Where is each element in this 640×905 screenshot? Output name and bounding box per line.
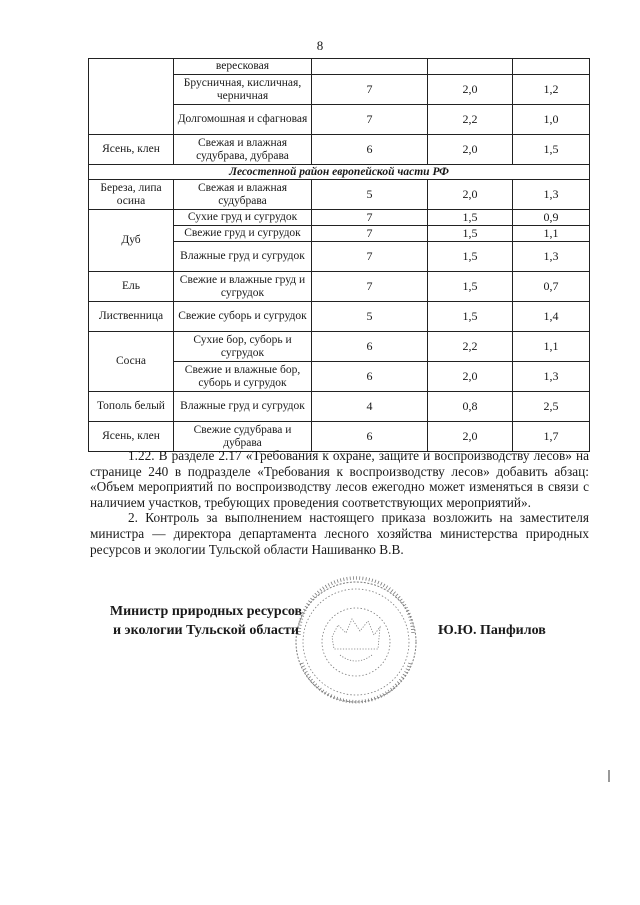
value-cell: 1,5 [428, 302, 513, 332]
value-cell: 6 [312, 135, 428, 165]
official-seal [290, 575, 422, 710]
forest-type-cell: Влажные груд и сугрудок [174, 242, 312, 272]
forest-type-cell: Влажные груд и сугрудок [174, 392, 312, 422]
forest-type-cell: Свежие и влажные груд и сугрудок [174, 272, 312, 302]
species-cell: Береза, липа осина [89, 180, 174, 210]
species-cell: Лиственница [89, 302, 174, 332]
table-row [89, 392, 590, 422]
value-cell: 6 [312, 422, 428, 452]
species-cell [89, 59, 174, 135]
value-cell [428, 59, 513, 75]
value-cell: 7 [312, 105, 428, 135]
forest-type-cell: Свежие суборь и сугрудок [174, 302, 312, 332]
forest-type-cell: Брусничная, кисличная, черничная [174, 75, 312, 105]
value-cell: 7 [312, 272, 428, 302]
value-cell: 0,7 [513, 272, 590, 302]
species-cell: Ель [89, 272, 174, 302]
signatory-name: Ю.Ю. Панфилов [438, 623, 546, 638]
table-row [89, 59, 590, 75]
value-cell: 2,2 [428, 332, 513, 362]
forest-type-cell: вересковая [174, 59, 312, 75]
value-cell: 2,0 [428, 180, 513, 210]
value-cell: 6 [312, 362, 428, 392]
value-cell: 1,3 [513, 180, 590, 210]
forest-type-cell: Долгомошная и сфагновая [174, 105, 312, 135]
order-text [90, 448, 589, 557]
value-cell: 1,5 [513, 135, 590, 165]
table-row [89, 165, 590, 180]
value-cell: 1,7 [513, 422, 590, 452]
value-cell: 7 [312, 242, 428, 272]
forest-type-cell: Свежие судубрава и дубрава [174, 422, 312, 452]
table-row [89, 135, 590, 165]
value-cell: 2,0 [428, 135, 513, 165]
value-cell: 2,5 [513, 392, 590, 422]
region-heading: Лесостепной район европейской части РФ [89, 165, 590, 180]
value-cell: 1,0 [513, 105, 590, 135]
value-cell: 5 [312, 302, 428, 332]
table-row [89, 180, 590, 210]
value-cell: 1,3 [513, 242, 590, 272]
forest-type-cell: Сухие бор, суборь и сугрудок [174, 332, 312, 362]
forest-type-cell: Свежая и влажная судубрава, дубрава [174, 135, 312, 165]
table-row [89, 422, 590, 452]
value-cell: 2,2 [428, 105, 513, 135]
paragraph-2: 2. Контроль за выполнением настоящего приказа возложить на заместителя министра — директора департамента лесного хозяйства министерства природных ресурсов и экологии Тульской области Нашиванко В.В. [90, 510, 589, 557]
signatory-title-line-2: и экологии Тульской области [112, 623, 300, 638]
forest-type-cell: Свежие груд и сугрудок [174, 226, 312, 242]
table-row [89, 210, 590, 226]
species-cell: Сосна [89, 332, 174, 392]
value-cell: 2,0 [428, 75, 513, 105]
value-cell: 7 [312, 210, 428, 226]
value-cell: 4 [312, 392, 428, 422]
value-cell: 1,4 [513, 302, 590, 332]
value-cell: 7 [312, 75, 428, 105]
forest-type-cell: Сухие груд и сугрудок [174, 210, 312, 226]
value-cell: 0,9 [513, 210, 590, 226]
value-cell: 7 [312, 226, 428, 242]
species-cell: Дуб [89, 210, 174, 272]
species-cell: Ясень, клен [89, 135, 174, 165]
forest-table [88, 58, 590, 452]
scan-edge-mark [608, 770, 610, 782]
value-cell: 1,5 [428, 210, 513, 226]
paragraph-1-22: 1.22. В разделе 2.17 «Требования к охране, защите и воспроизводству лесов» на странице 240 в подразделе «Требования к воспроизводству лесов» добавить абзац: «Объем мероприятий по воспроизводству лесов ежегодно может изменяться в связи с наличием участков, требующих проведения соответствующих мероприятий». [90, 448, 589, 510]
value-cell: 1,5 [428, 226, 513, 242]
value-cell: 1,2 [513, 75, 590, 105]
value-cell: 2,0 [428, 362, 513, 392]
table-row [89, 332, 590, 362]
value-cell [513, 59, 590, 75]
value-cell: 0,8 [428, 392, 513, 422]
value-cell: 1,1 [513, 226, 590, 242]
value-cell: 1,3 [513, 362, 590, 392]
page-number: 8 [316, 38, 324, 53]
table-row [89, 302, 590, 332]
value-cell [312, 59, 428, 75]
value-cell: 1,5 [428, 242, 513, 272]
value-cell: 1,1 [513, 332, 590, 362]
species-cell: Тополь белый [89, 392, 174, 422]
value-cell: 5 [312, 180, 428, 210]
value-cell: 2,0 [428, 422, 513, 452]
species-cell: Ясень, клен [89, 422, 174, 452]
forest-type-cell: Свежая и влажная судубрава [174, 180, 312, 210]
signatory-title [106, 602, 306, 640]
value-cell: 1,5 [428, 272, 513, 302]
forest-type-cell: Свежие и влажные бор, суборь и сугрудок [174, 362, 312, 392]
value-cell: 6 [312, 332, 428, 362]
signatory-title-line-1: Министр природных ресурсов [109, 604, 303, 619]
table-row [89, 272, 590, 302]
